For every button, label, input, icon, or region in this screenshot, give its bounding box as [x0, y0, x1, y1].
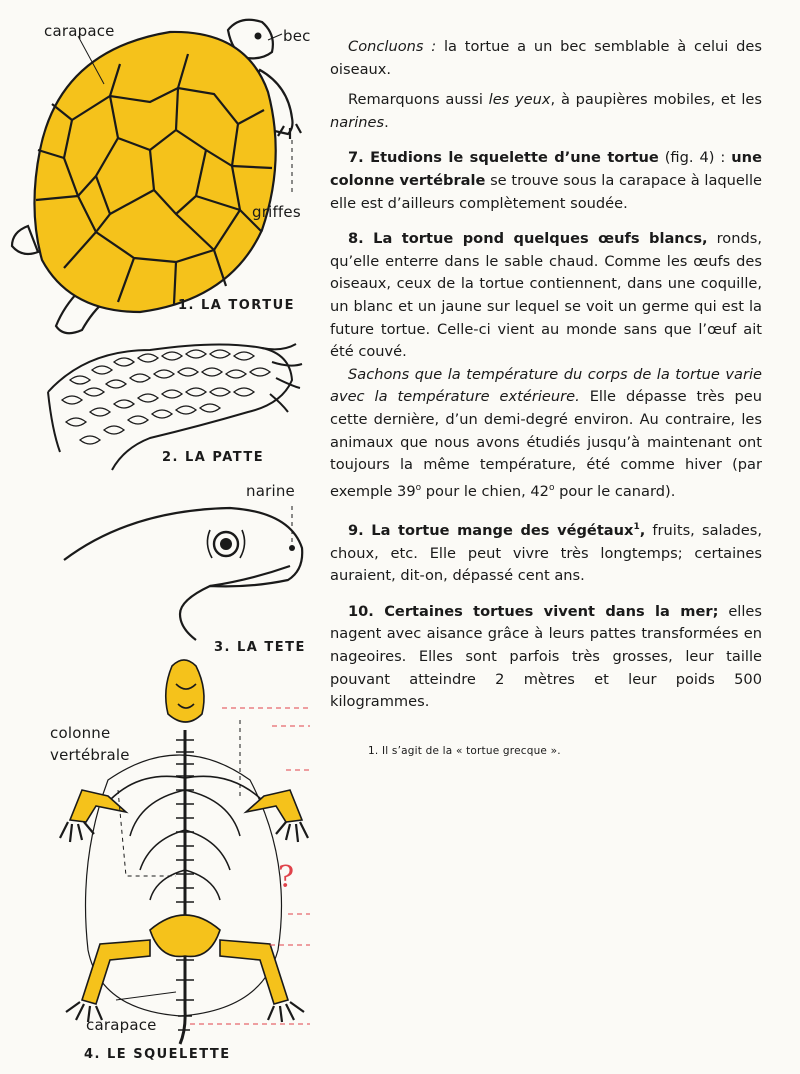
- body-text: [330, 36, 762, 714]
- degree-sup-2: o: [548, 482, 555, 493]
- conclusion-text: la tortue a un bec semblable à celui des oiseaux.: [330, 38, 762, 78]
- bec-label: bec: [283, 27, 311, 45]
- section-10: [330, 601, 762, 714]
- vertebrale-label: vertébrale: [50, 746, 130, 764]
- tortoise-illustration: [12, 20, 301, 333]
- fig1-caption: 1. LA TORTUE: [178, 298, 296, 313]
- section-8-text-b: Elle dépasse très peu cette dernière, d’un demi-degré environ. Au contraire, les animaux que nous avons étudiés jusqu’à maintenant ont toujours la même température, été comme hiver (par exemple 39: [330, 388, 762, 500]
- narine-label: narine: [246, 482, 295, 500]
- section-8-text-d: pour le canard).: [554, 482, 676, 500]
- section-7: [330, 147, 762, 215]
- griffes-label: griffes: [252, 203, 301, 221]
- footnote: 1. Il s’agit de la « tortue grecque ».: [368, 745, 561, 757]
- head-illustration: [64, 506, 302, 640]
- section-7-text-a: (fig. 4) :: [658, 149, 732, 167]
- fig4-caption: 4. LE SQUELETTE: [84, 1047, 231, 1062]
- remarque-paragraph: [330, 89, 762, 134]
- section-8-text-a: ronds, qu’elle enterre dans le sable chaud. Comme les œufs des oiseaux, ceux de la tortue contiennent, dans une coquille, un blanc et un jaune sur lequel se voit un germe qui est la future tortue. Celle-ci vient au monde sans que l’œuf ait été couvé.: [330, 230, 762, 361]
- carapace-skeleton-label: carapace: [86, 1016, 157, 1034]
- question-mark-annotation: ?: [278, 860, 295, 895]
- remarque-text-e: .: [384, 113, 389, 131]
- carapace-label: carapace: [44, 22, 115, 40]
- section-10-heading: 10. Certaines tortues vivent dans la mer;: [348, 602, 719, 620]
- section-10-text: elles nagent avec aisance grâce à leurs pattes transformées en nageoires. Elles sont parfois très grosses, leur taille pouvant atteindre 2 mètres et leur poids 500 kilogrammes.: [330, 602, 762, 711]
- section-8: [330, 228, 762, 364]
- les-yeux-italic: les yeux: [488, 91, 551, 109]
- narines-italic: narines: [330, 113, 385, 131]
- fig3-caption: 3. LA TETE: [214, 640, 306, 655]
- fig2-caption: 2. LA PATTE: [162, 450, 265, 465]
- section-8-continued: [330, 364, 762, 503]
- section-9-heading: 9. La tortue mange des végétaux: [348, 522, 634, 539]
- colonne-label: colonne: [50, 724, 111, 742]
- concluons-italic: Concluons :: [348, 38, 437, 55]
- remarque-text-a: Remarquons aussi: [348, 91, 489, 109]
- degree-sup-1: o: [415, 482, 422, 493]
- section-7-bold: une colonne vertébrale: [330, 149, 762, 189]
- skeleton-illustration: [60, 660, 310, 1044]
- section-9: [330, 516, 762, 588]
- section-8-heading: 8. La tortue pond quelques œufs blancs,: [348, 230, 708, 248]
- remarque-text-c: , à paupières mobiles, et les: [550, 91, 762, 109]
- section-8-italic: Sachons que la température du corps de la tortue varie avec la température extérieure.: [330, 365, 762, 406]
- section-9-heading-end: ,: [639, 522, 646, 539]
- section-7-text-b: se trouve sous la carapace à laquelle elle est d’ailleurs complètement soudée.: [330, 171, 762, 212]
- conclusion-paragraph: [330, 36, 762, 81]
- section-9-text: fruits, salades, choux, etc. Elle peut vivre très longtemps; certaines auraient, dit-on, dépassé cent ans.: [330, 522, 762, 585]
- section-8-text-c: pour le chien, 42: [421, 482, 549, 500]
- section-7-heading: 7. Etudions le squelette d’une tortue: [348, 149, 659, 167]
- footnote-ref: 1: [633, 522, 640, 533]
